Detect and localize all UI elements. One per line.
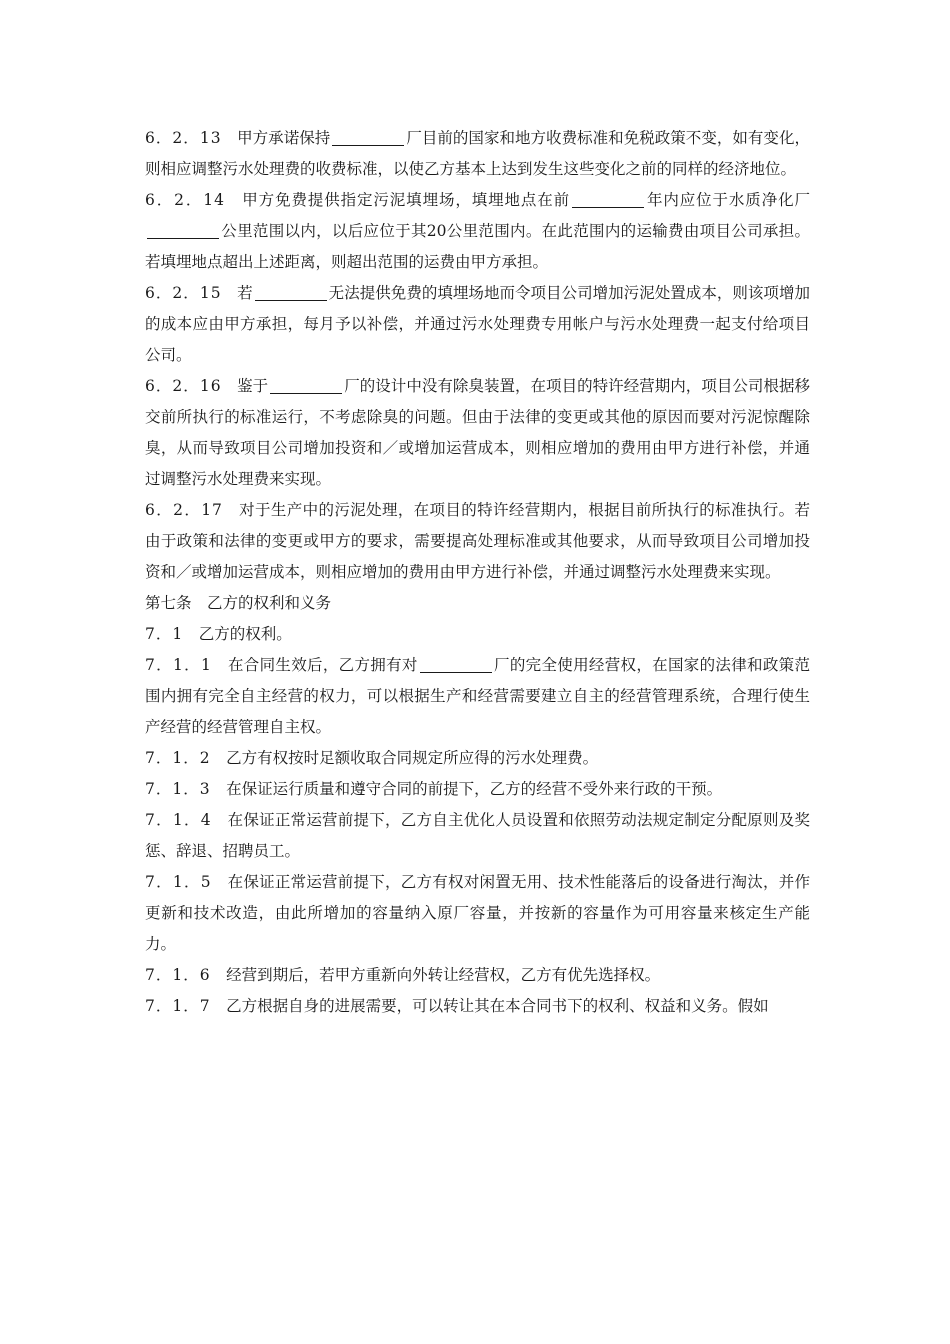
clause-text: 乙方的权利。 (198, 625, 292, 643)
clause-7-1-5 (145, 867, 810, 960)
clause-text: 无法提供免费的填埋场地而令项目公司增加污泥处置成本，则该项增加的成本应由甲方承担，每月予以补偿，并通过污水处理费专用帐户与污水处理费一起支付给项目公司。 (145, 284, 810, 364)
clause-text: 对于生产中的污泥处理，在项目的特许经营期内，根据目前所执行的标准执行。若由于政策和法律的变更或甲方的要求，需要提高处理标准或其他要求，从而导致项目公司增加投资和／或增加运营成本，则相应增加的费用由甲方进行补偿，并通过调整污水处理费来实现。 (145, 501, 810, 581)
clause-7-1-4 (145, 805, 810, 867)
clause-6-2-16 (145, 371, 810, 495)
clause-text: 若 (237, 284, 253, 302)
clause-text: 年内应位于水质净化厂 (646, 191, 810, 209)
fill-in-blank (270, 375, 342, 394)
clause-number: 6．2．14 (145, 191, 226, 209)
clause-number: 6．2．13 (145, 129, 222, 147)
article-7-heading (145, 588, 810, 619)
clause-6-2-14 (145, 185, 810, 278)
document-body (145, 123, 810, 1022)
clause-text: 公里范围以内，以后应位于其20公里范围内。在此范围内的运输费由项目公司承担。若填埋地点超出上述距离，则超出范围的运费由甲方承担。 (145, 222, 810, 271)
fill-in-blank (147, 220, 219, 239)
clause-number: 7．1．5 (145, 873, 212, 891)
fill-in-blank (420, 654, 492, 673)
clause-7-1-1 (145, 650, 810, 743)
fill-in-blank (332, 127, 404, 146)
clause-6-2-13 (145, 123, 810, 185)
clause-text: 在保证运行质量和遵守合同的前提下，乙方的经营不受外来行政的干预。 (226, 780, 723, 798)
clause-text: 经营到期后，若甲方重新向外转让经营权，乙方有优先选择权。 (226, 966, 661, 984)
clause-7-1-3 (145, 774, 810, 805)
clause-number: 7．1．4 (145, 811, 212, 829)
clause-text: 乙方有权按时足额收取合同规定所应得的污水处理费。 (226, 749, 599, 767)
clause-text: 甲方承诺保持 (237, 129, 331, 147)
clause-text: 厂的设计中没有除臭装置，在项目的特许经营期内，项目公司根据移交前所执行的标准运行，不考虑除臭的问题。但由于法律的变更或其他的原因而要对污泥惊醒除臭，从而导致项目公司增加投资和／或增加运营成本，则相应增加的费用由甲方进行补偿，并通过调整污水处理费来实现。 (145, 377, 810, 488)
clause-text: 乙方根据自身的进展需要，可以转让其在本合同书下的权利、权益和义务。假如 (226, 997, 769, 1015)
clause-text: 在合同生效后，乙方拥有对 (227, 656, 418, 674)
clause-7-1 (145, 619, 810, 650)
clause-number: 6．2．17 (145, 501, 223, 519)
article-number: 第七条 (145, 594, 192, 612)
clause-text: 甲方免费提供指定污泥填埋场，填埋地点在前 (242, 191, 571, 209)
clause-number: 7．1 (145, 625, 184, 643)
clause-number: 7．1．3 (145, 780, 211, 798)
clause-6-2-15 (145, 278, 810, 371)
clause-text: 在保证正常运营前提下，乙方有权对闲置无用、技术性能落后的设备进行淘汰，并作更新和技术改造，由此所增加的容量纳入原厂容量，并按新的容量作为可用容量来核定生产能力。 (145, 873, 810, 953)
clause-number: 7．1．7 (145, 997, 211, 1015)
clause-number: 6．2．15 (145, 284, 222, 302)
clause-text: 厂目前的国家和地方收费标准和免税政策不变，如有变化，则相应调整污水处理费的收费标准，以使乙方基本上达到发生这些变化之前的同样的经济地位。 (145, 129, 810, 178)
clause-number: 7．1．6 (145, 966, 211, 984)
clause-number: 6．2．16 (145, 377, 222, 395)
clause-7-1-2 (145, 743, 810, 774)
clause-text: 在保证正常运营前提下，乙方自主优化人员设置和依照劳动法规定制定分配原则及奖惩、辞退、招聘员工。 (145, 811, 810, 860)
clause-text: 鉴于 (237, 377, 269, 395)
fill-in-blank (572, 189, 644, 208)
clause-6-2-17 (145, 495, 810, 588)
fill-in-blank (255, 282, 327, 301)
clause-number: 7．1．2 (145, 749, 211, 767)
article-title: 乙方的权利和义务 (207, 594, 332, 612)
clause-number: 7．1．1 (145, 656, 212, 674)
clause-7-1-6 (145, 960, 810, 991)
clause-text: 厂的完全使用经营权，在国家的法律和政策范围内拥有完全自主经营的权力，可以根据生产和经营需要建立自主的经营管理系统，合理行使生产经营的经营管理自主权。 (145, 656, 810, 736)
clause-7-1-7 (145, 991, 810, 1022)
